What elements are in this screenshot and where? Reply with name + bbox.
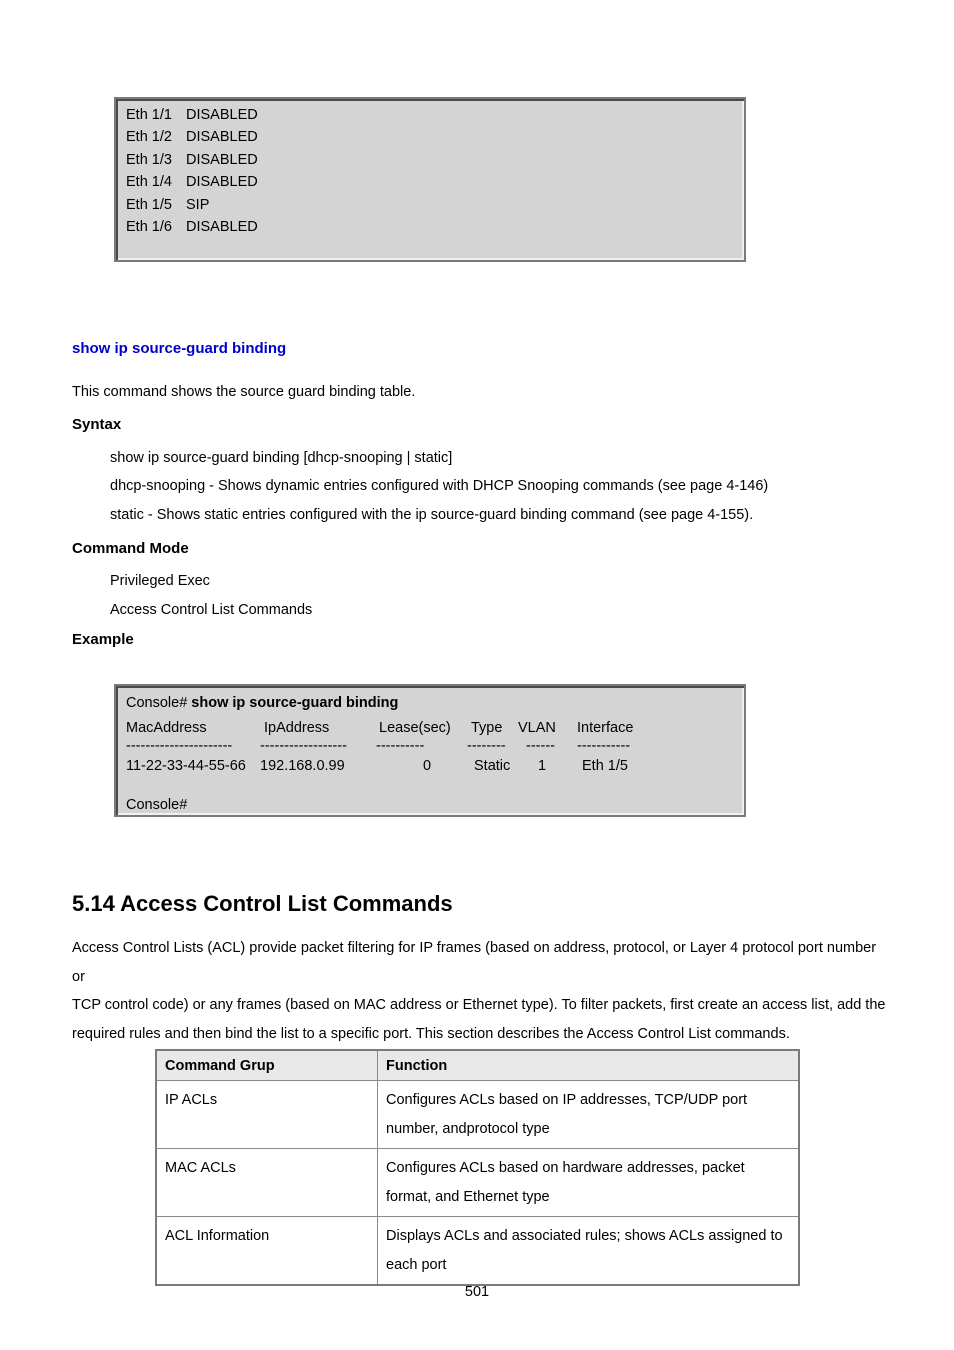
console-output-example xyxy=(114,684,746,817)
console-command-line: Console# show ip source-guard binding xyxy=(126,695,399,711)
console-row: Eth 1/5 SIP xyxy=(126,197,210,213)
col-dashes: -------- xyxy=(467,738,506,754)
console-row: Eth 1/4 DISABLED xyxy=(126,174,258,190)
section-title: 5.14 Access Control List Commands xyxy=(72,891,453,916)
table-cell-group: MAC ACLs xyxy=(156,1149,378,1217)
table-row xyxy=(156,1081,799,1149)
table-header: Function xyxy=(378,1050,800,1081)
console-row: Eth 1/6 DISABLED xyxy=(126,219,258,235)
example-heading: Example xyxy=(72,631,134,648)
table-header: Command Grup xyxy=(156,1050,378,1081)
binding-type: Static xyxy=(474,758,511,774)
col-header: Lease(sec) xyxy=(379,720,451,736)
table-header-row xyxy=(156,1050,799,1081)
command-mode-line: Privileged Exec xyxy=(110,573,210,589)
binding-interface: Eth 1/5 xyxy=(582,758,628,774)
table-row xyxy=(156,1149,799,1217)
table-cell-group: IP ACLs xyxy=(156,1081,378,1149)
table-cell-function: Configures ACLs based on hardware addresses, packet format, and Ethernet type xyxy=(378,1149,800,1217)
console-end-prompt: Console# xyxy=(126,797,188,813)
console-output-port-modes xyxy=(114,97,746,262)
syntax-line: static - Shows static entries configured with the ip source-guard binding command (see page 4-155). xyxy=(110,507,754,523)
table-cell-function: Configures ACLs based on IP addresses, TCP/UDP port number, andprotocol type xyxy=(378,1081,800,1149)
col-dashes: ----------- xyxy=(577,738,631,754)
command-title[interactable]: show ip source-guard binding xyxy=(72,340,287,357)
command-mode-heading: Command Mode xyxy=(72,540,189,557)
console-row: Eth 1/3 DISABLED xyxy=(126,152,258,168)
console-row: Eth 1/1 DISABLED xyxy=(126,107,258,123)
col-header: MacAddress xyxy=(126,720,207,736)
binding-mac: 11-22-33-44-55-66 xyxy=(126,758,246,774)
col-header: IpAddress xyxy=(264,720,330,736)
col-dashes: ---------------------- xyxy=(126,738,233,754)
table-cell-group: ACL Information xyxy=(156,1217,378,1286)
syntax-heading: Syntax xyxy=(72,416,122,433)
section-paragraph: Access Control Lists (ACL) provide packet filtering for IP frames (based on address, protocol, or Layer 4 protocol port number or TCP control code) or any frames (based on MAC address or Ethernet type). To filter packets, first create an access list, add the required rules and then bind the list to a specific port. This section describes the Access Control List commands. xyxy=(72,940,886,1042)
table-cell-function: Displays ACLs and associated rules; shows ACLs assigned to each port xyxy=(378,1217,800,1286)
col-dashes: ---------- xyxy=(376,738,425,754)
binding-ip: 192.168.0.99 xyxy=(260,758,345,774)
binding-lease: 0 xyxy=(423,758,432,774)
col-header: VLAN xyxy=(518,720,556,736)
col-header: Type xyxy=(471,720,503,736)
command-mode-line: Access Control List Commands xyxy=(110,602,313,618)
col-dashes: ------ xyxy=(526,738,555,754)
command-group-table xyxy=(155,1049,800,1286)
binding-vlan: 1 xyxy=(538,758,547,774)
syntax-line: show ip source-guard binding [dhcp-snooping | static] xyxy=(110,450,453,466)
table-row xyxy=(156,1217,799,1286)
page-number: 501 xyxy=(464,1284,490,1300)
syntax-line: dhcp-snooping - Shows dynamic entries configured with DHCP Snooping commands (see page 4-146) xyxy=(110,478,769,494)
console-row: Eth 1/2 DISABLED xyxy=(126,129,258,145)
col-dashes: ------------------ xyxy=(260,738,347,754)
col-header: Interface xyxy=(577,720,634,736)
command-description: This command shows the source guard binding table. xyxy=(72,384,416,400)
